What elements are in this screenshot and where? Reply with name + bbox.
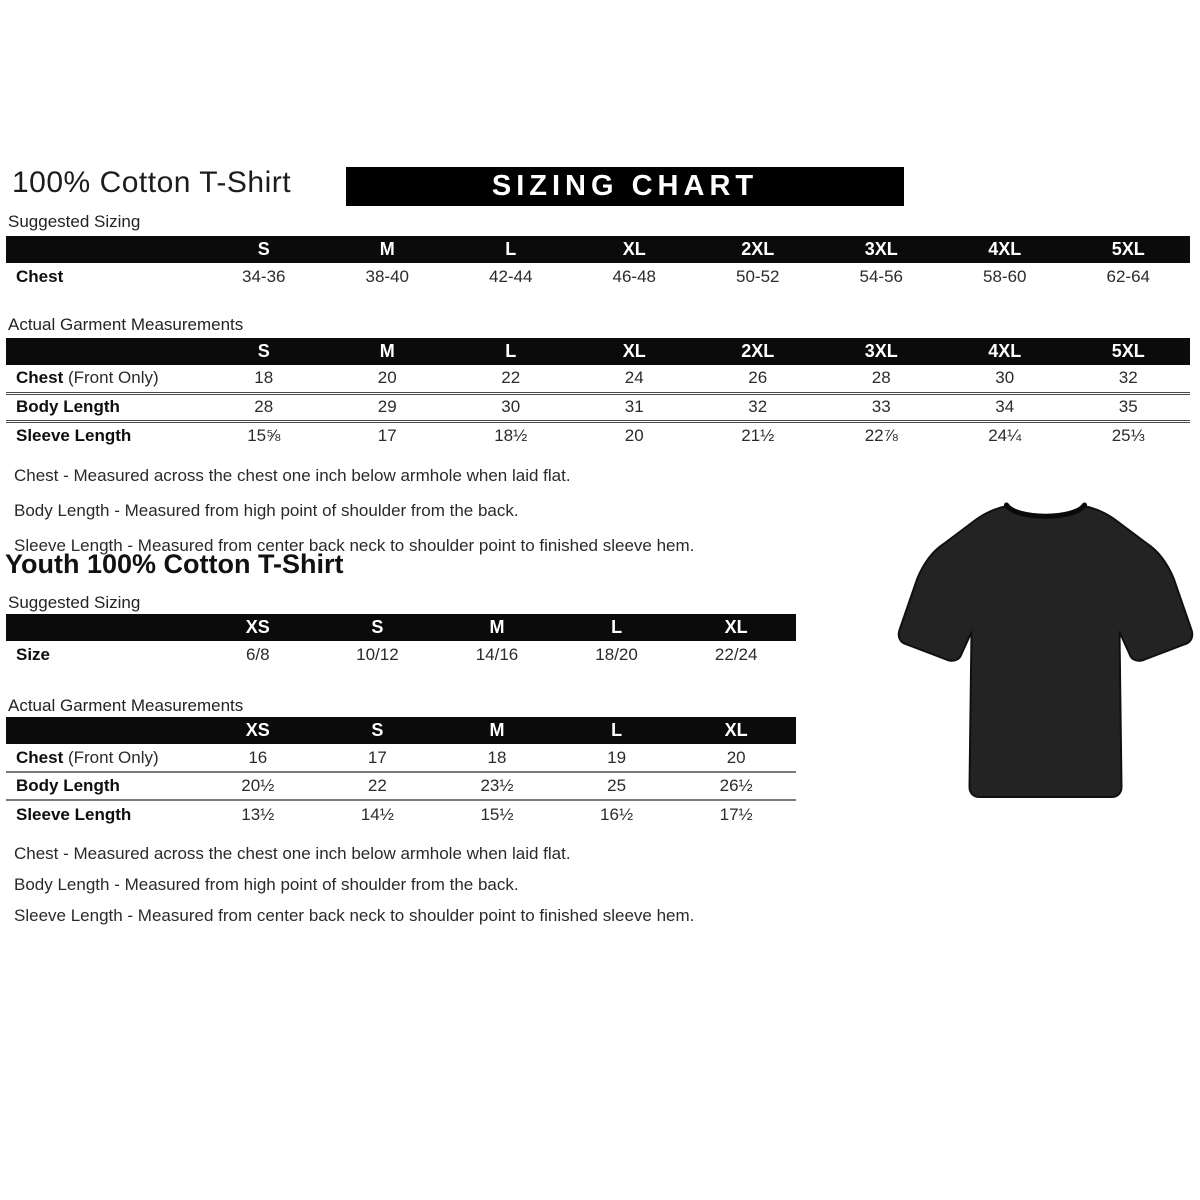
cell: 16 (198, 744, 318, 772)
cell: 23½ (437, 772, 557, 800)
cell: 26 (696, 365, 820, 393)
header-row (6, 717, 796, 744)
size-col-header: XS (198, 717, 318, 744)
cell: 38-40 (326, 263, 450, 291)
cell: 13½ (198, 800, 318, 828)
youth-measurement-notes (14, 838, 694, 931)
cell: 14½ (318, 800, 438, 828)
cell: 29 (326, 393, 450, 421)
tshirt-collar (1007, 505, 1085, 516)
cell: 18½ (449, 421, 573, 449)
size-col-header: M (326, 338, 450, 365)
row-label: Body Length (6, 393, 202, 421)
corner-cell (6, 236, 202, 263)
cell: 21½ (696, 421, 820, 449)
cell: 32 (696, 393, 820, 421)
size-col-header: XL (676, 614, 796, 641)
table-row (6, 641, 796, 669)
cell: 20 (573, 421, 697, 449)
cell: 22 (318, 772, 438, 800)
cell: 33 (820, 393, 944, 421)
cell: 24 (573, 365, 697, 393)
cell: 62-64 (1067, 263, 1191, 291)
header-row (6, 236, 1190, 263)
cell: 22/24 (676, 641, 796, 669)
size-col-header: 2XL (696, 338, 820, 365)
cell: 17½ (676, 800, 796, 828)
header-row (6, 614, 796, 641)
size-col-header: XL (573, 236, 697, 263)
cell: 54-56 (820, 263, 944, 291)
cell: 50-52 (696, 263, 820, 291)
cell: 15⅝ (202, 421, 326, 449)
cell: 25⅓ (1067, 421, 1191, 449)
cell: 18 (202, 365, 326, 393)
cell: 22⅞ (820, 421, 944, 449)
corner-cell (6, 614, 198, 641)
header-row (6, 338, 1190, 365)
cell: 20 (326, 365, 450, 393)
row-label: Sleeve Length (6, 421, 202, 449)
adult-actual-measurements-label: Actual Garment Measurements (8, 315, 244, 334)
table-row (6, 365, 1190, 393)
cell: 14/16 (437, 641, 557, 669)
cell: 30 (943, 365, 1067, 393)
size-col-header: XS (198, 614, 318, 641)
row-label: Body Length (6, 772, 198, 800)
youth-section-title: Youth 100% Cotton T-Shirt (5, 549, 344, 579)
row-label: Chest (Front Only) (6, 744, 198, 772)
size-col-header: L (557, 614, 677, 641)
cell: 46-48 (573, 263, 697, 291)
tshirt-silhouette (899, 506, 1193, 797)
cell: 28 (820, 365, 944, 393)
size-col-header: 4XL (943, 338, 1067, 365)
cell: 6/8 (198, 641, 318, 669)
row-label: Chest (6, 263, 202, 291)
table-row (6, 393, 1190, 421)
adult-suggested-sizing-label: Suggested Sizing (8, 212, 141, 231)
size-col-header: XL (573, 338, 697, 365)
cell: 58-60 (943, 263, 1067, 291)
table-row (6, 772, 796, 800)
cell: 20 (676, 744, 796, 772)
size-col-header: 3XL (820, 338, 944, 365)
cell: 15½ (437, 800, 557, 828)
row-label: Size (6, 641, 198, 669)
row-label: Sleeve Length (6, 800, 198, 828)
row-label: Chest (Front Only) (6, 365, 202, 393)
page-title: 100% Cotton T-Shirt (12, 166, 292, 199)
note-chest: Chest - Measured across the chest one inch below armhole when laid flat. (14, 844, 571, 863)
cell: 17 (326, 421, 450, 449)
note-sleeve-length: Sleeve Length - Measured from center back neck to shoulder point to finished sleeve hem. (14, 536, 695, 555)
size-col-header: 3XL (820, 236, 944, 263)
cell: 28 (202, 393, 326, 421)
adult-measurement-notes (14, 458, 694, 563)
size-col-header: 4XL (943, 236, 1067, 263)
cell: 18/20 (557, 641, 677, 669)
corner-cell (6, 338, 202, 365)
size-col-header: S (318, 614, 438, 641)
size-col-header: S (202, 236, 326, 263)
cell: 30 (449, 393, 573, 421)
sizing-chart-banner: SIZING CHART (346, 167, 904, 206)
adult-suggested-sizing-table (6, 236, 1190, 291)
cell: 18 (437, 744, 557, 772)
cell: 24¼ (943, 421, 1067, 449)
youth-suggested-sizing-table (6, 614, 796, 669)
cell: 20½ (198, 772, 318, 800)
youth-suggested-sizing-label: Suggested Sizing (8, 593, 141, 612)
youth-actual-measurements-table (6, 717, 796, 828)
size-col-header: 5XL (1067, 338, 1191, 365)
adult-actual-measurements-table (6, 338, 1190, 449)
corner-cell (6, 717, 198, 744)
table-row (6, 263, 1190, 291)
size-col-header: 5XL (1067, 236, 1191, 263)
cell: 17 (318, 744, 438, 772)
size-col-header: L (557, 717, 677, 744)
note-sleeve-length: Sleeve Length - Measured from center back neck to shoulder point to finished sleeve hem. (14, 906, 695, 925)
cell: 19 (557, 744, 677, 772)
size-col-header: L (449, 338, 573, 365)
cell: 26½ (676, 772, 796, 800)
note-chest: Chest - Measured across the chest one inch below armhole when laid flat. (14, 466, 571, 485)
cell: 34 (943, 393, 1067, 421)
size-col-header: XL (676, 717, 796, 744)
table-row (6, 421, 1190, 449)
youth-actual-measurements-label: Actual Garment Measurements (8, 696, 244, 715)
cell: 25 (557, 772, 677, 800)
cell: 42-44 (449, 263, 573, 291)
cell: 31 (573, 393, 697, 421)
size-col-header: S (318, 717, 438, 744)
cell: 35 (1067, 393, 1191, 421)
size-col-header: M (437, 614, 557, 641)
size-col-header: 2XL (696, 236, 820, 263)
note-body-length: Body Length - Measured from high point of shoulder from the back. (14, 875, 519, 894)
table-row (6, 800, 796, 828)
tshirt-photo (893, 492, 1198, 807)
cell: 32 (1067, 365, 1191, 393)
size-col-header: M (326, 236, 450, 263)
cell: 34-36 (202, 263, 326, 291)
cell: 22 (449, 365, 573, 393)
table-row (6, 744, 796, 772)
note-body-length: Body Length - Measured from high point of shoulder from the back. (14, 501, 519, 520)
cell: 16½ (557, 800, 677, 828)
cell: 10/12 (318, 641, 438, 669)
size-col-header: M (437, 717, 557, 744)
size-col-header: S (202, 338, 326, 365)
size-col-header: L (449, 236, 573, 263)
